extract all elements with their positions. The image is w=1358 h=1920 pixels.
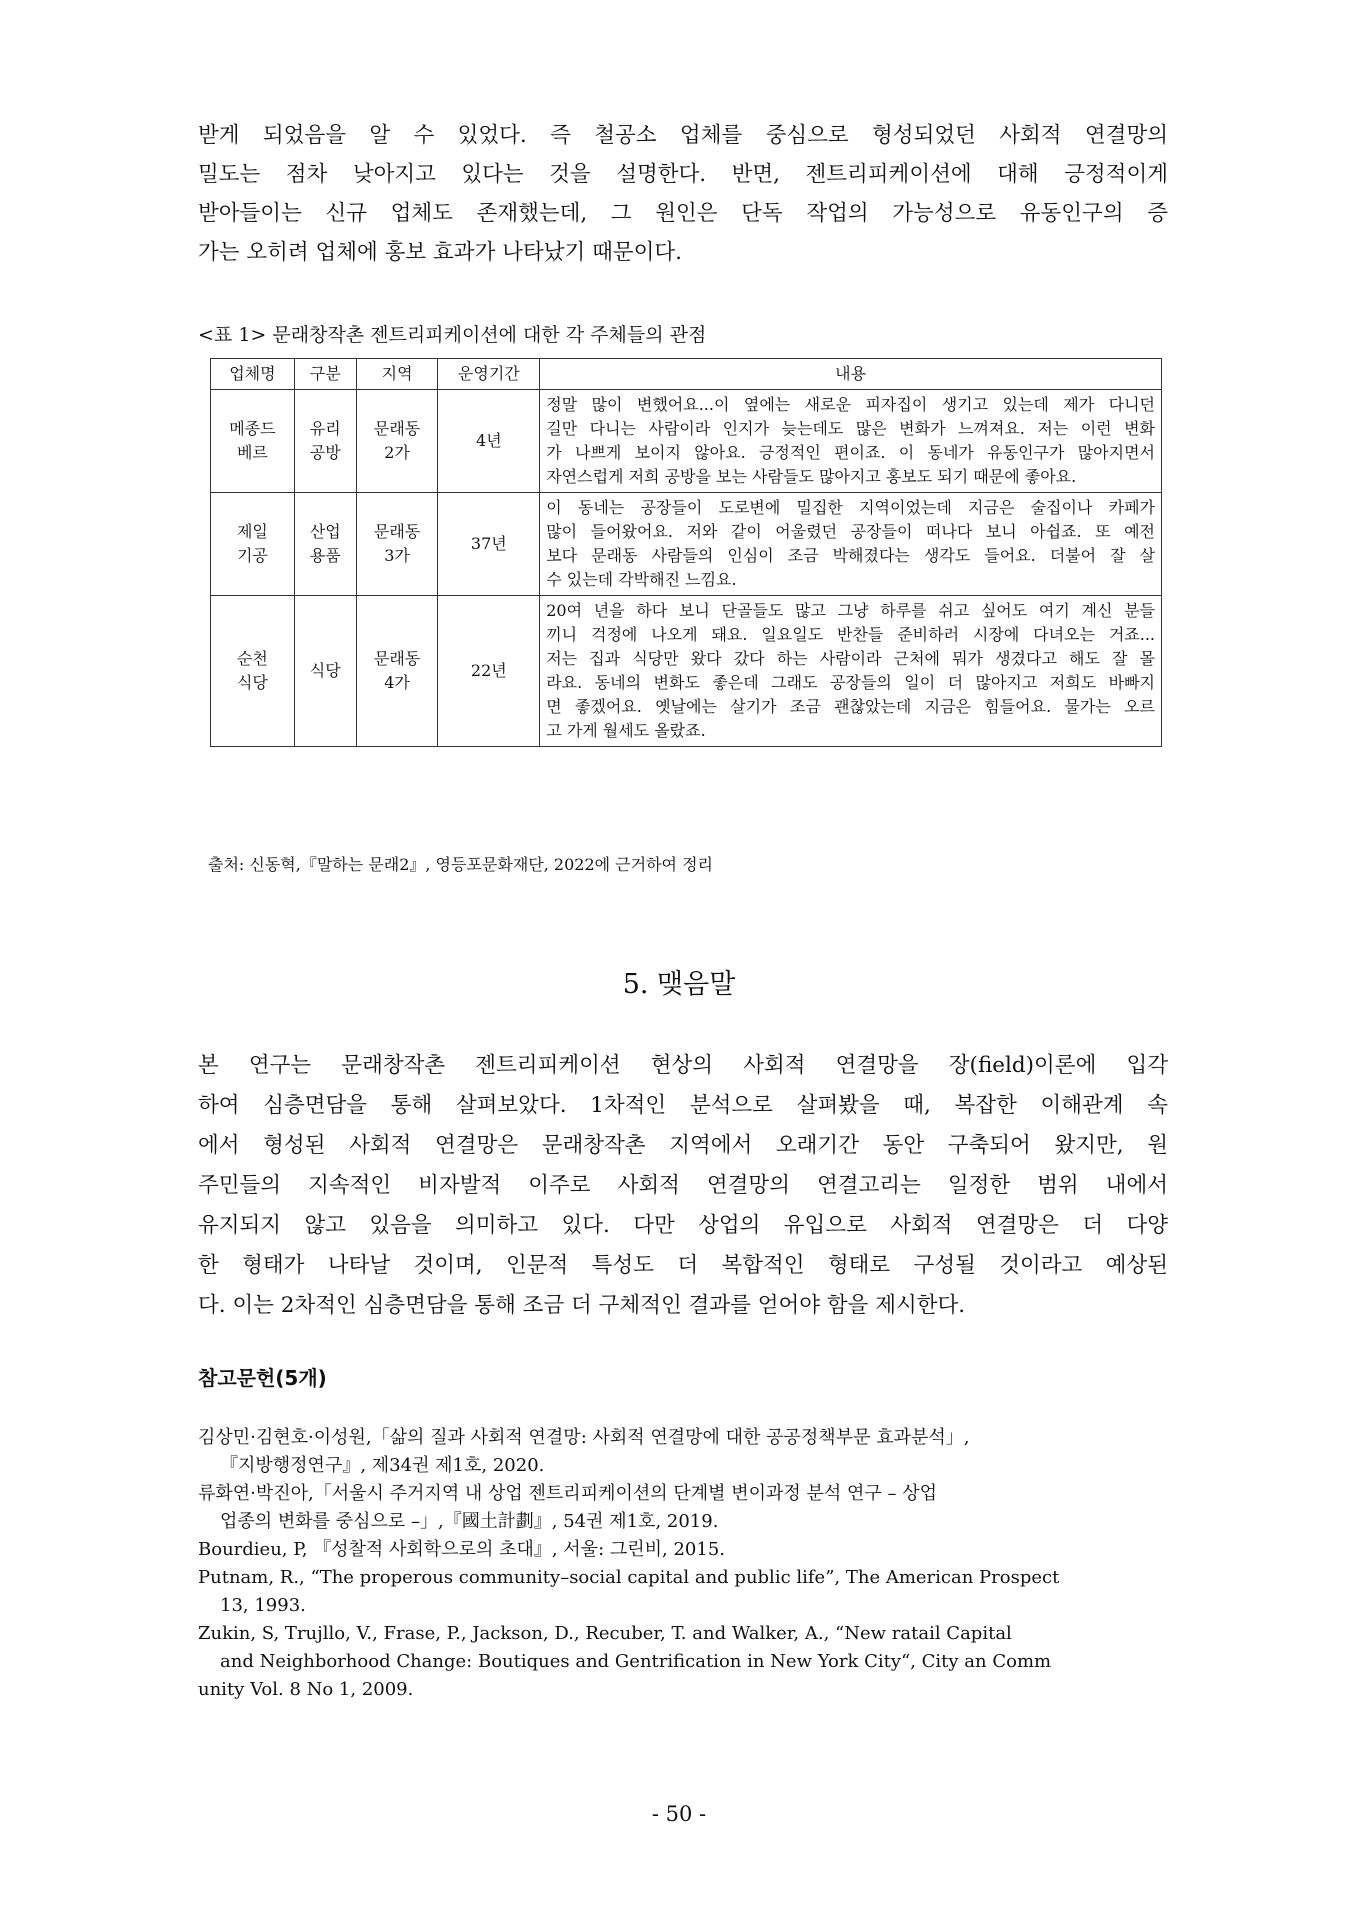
header-region: 지역 (356, 359, 438, 390)
table-header-row (211, 359, 1162, 390)
intro-line: 받게 되었음을 알 수 있었다. 즉 철공소 업체를 중심으로 형성되었던 사회적 연결망의 (198, 123, 1168, 148)
cell-name: 메종드 베르 (211, 390, 295, 493)
header-content: 내용 (540, 359, 1162, 390)
conclusion-line: 에서 형성된 사회적 연결망은 문래창작촌 지역에서 오래기간 동안 구축되어 왔지만, 원 (198, 1133, 1168, 1158)
conclusion-line: 다. 이는 2차적인 심층면담을 통해 조금 더 구체적인 결과를 얻어야 함을 제시한다. (198, 1293, 966, 1318)
content-line: 길만 다니는 사람이라 인지가 늦는데도 많은 변화가 느껴져요. 저는 이런 변화 (546, 419, 1155, 438)
cell-region: 문래동 3가 (356, 493, 438, 596)
reference-line: 김상민·김현호·이성원,「삶의 질과 사회적 연결망: 사회적 연결망에 대한 공공정책부문 효과분석」, (198, 1427, 970, 1448)
conclusion-line: 유지되지 않고 있음을 의미하고 있다. 다만 상업의 유입으로 사회적 연결망은 더 다양 (198, 1213, 1168, 1238)
header-period: 운영기간 (438, 359, 540, 390)
reference-item (198, 1480, 1174, 1536)
reference-item (198, 1620, 1174, 1704)
intro-paragraph (198, 116, 1168, 272)
cell-period: 4년 (438, 390, 540, 493)
reference-item (198, 1424, 1174, 1480)
cell-content (540, 493, 1162, 596)
intro-line: 가는 오히려 업체에 홍보 효과가 나타났기 때문이다. (198, 240, 682, 265)
conclusion-line: 주민들의 지속적인 비자발적 이주로 사회적 연결망의 연결고리는 일정한 범위 내에서 (198, 1173, 1168, 1198)
references-heading: 참고문헌(5개) (198, 1366, 327, 1390)
cell-period: 22년 (438, 596, 540, 747)
cell-name: 순천 식당 (211, 596, 295, 747)
content-line: 자연스럽게 저희 공방을 보는 사람들도 많아지고 홍보도 되기 때문에 좋아요. (546, 467, 1077, 486)
cell-name: 제일 기공 (211, 493, 295, 596)
conclusion-line: 한 형태가 나타날 것이며, 인문적 특성도 더 복합적인 형태로 구성될 것이라고 예상된 (198, 1253, 1168, 1278)
content-line: 보다 문래동 사람들의 인심이 조금 박해졌다는 생각도 들어요. 더불어 잘 살 (546, 546, 1155, 565)
cell-period: 37년 (438, 493, 540, 596)
reference-line: Putnam, R., “The properous community–social capital and public life”, The American Prospect (198, 1567, 1060, 1588)
conclusion-line: 하여 심층면담을 통해 살펴보았다. 1차적인 분석으로 살펴봤을 때, 복잡한 이해관계 속 (198, 1093, 1168, 1118)
cell-region: 문래동 4가 (356, 596, 438, 747)
intro-line: 받아들이는 신규 업체도 존재했는데, 그 원인은 단독 작업의 가능성으로 유동인구의 증 (198, 201, 1168, 226)
cell-content (540, 596, 1162, 747)
cell-content (540, 390, 1162, 493)
reference-line: 13, 1993. (220, 1595, 306, 1616)
reference-line: 업종의 변화를 중심으로 –」,『國土計劃』, 54권 제1호, 2019. (220, 1511, 719, 1532)
perspectives-table (210, 358, 1162, 747)
reference-line: and Neighborhood Change: Boutiques and Gentrification in New York City“, City an Comm (220, 1651, 1052, 1672)
cell-category: 산업 용품 (294, 493, 356, 596)
reference-line: Bourdieu, P, 『성찰적 사회학으로의 초대』, 서울: 그린비, 2015. (198, 1539, 725, 1560)
content-line: 끼니 걱정에 나오게 돼요. 일요일도 반찬들 준비하러 시장에 다녀오는 거죠... (546, 625, 1155, 644)
header-name: 업체명 (211, 359, 295, 390)
page-number: - 50 - (651, 1802, 707, 1826)
content-line: 고 가게 월세도 올랐죠. (546, 721, 706, 740)
table-row (211, 390, 1162, 493)
content-line: 많이 들어왔어요. 저와 같이 어울렸던 공장들이 떠나다 보니 아쉽죠. 또 예전 (546, 522, 1155, 541)
reference-line: Zukin, S, Trujllo, V., Frase, P., Jackson, D., Recuber, T. and Walker, A., “New ratail Capital (198, 1623, 1012, 1644)
content-line: 20여 년을 하다 보니 단골들도 많고 그냥 하루를 쉬고 싶어도 여기 계신 분들 (546, 601, 1155, 620)
content-line: 가 나쁘게 보이지 않아요. 긍정적인 편이죠. 이 동네가 유동인구가 많아지면서 (546, 443, 1155, 462)
cell-region: 문래동 2가 (356, 390, 438, 493)
content-line: 수 있는데 각박해진 느낌요. (546, 570, 737, 589)
table-caption: <표 1> 문래창작촌 젠트리피케이션에 대한 각 주체들의 관점 (198, 324, 707, 346)
content-line: 라요. 동네의 변화도 좋은데 그래도 공장들의 일이 더 많아지고 저희도 바빠지 (546, 673, 1155, 692)
references-list (198, 1424, 1174, 1704)
content-line: 이 동네는 공장들이 도로변에 밀집한 지역이었는데 지금은 술집이나 카페가 (546, 498, 1155, 517)
reference-item (198, 1564, 1174, 1620)
conclusion-paragraph (198, 1046, 1168, 1326)
table-row (211, 493, 1162, 596)
reference-line: 『지방행정연구』, 제34권 제1호, 2020. (220, 1455, 545, 1476)
reference-line: 류화연·박진아,「서울시 주거지역 내 상업 젠트리피케이션의 단계별 변이과정 분석 연구 – 상업 (198, 1483, 938, 1504)
content-line: 저는 집과 식당만 왔다 갔다 하는 사람이라 근처에 뭐가 생겼다고 해도 잘 몰 (546, 649, 1155, 668)
cell-category: 식당 (294, 596, 356, 747)
intro-line: 밀도는 점차 낮아지고 있다는 것을 설명한다. 반면, 젠트리피케이션에 대해 긍정적이게 (198, 162, 1168, 187)
cell-category: 유리 공방 (294, 390, 356, 493)
header-category: 구분 (294, 359, 356, 390)
table-row (211, 596, 1162, 747)
content-line: 면 좋겠어요. 옛날에는 살기가 조금 괜찮았는데 지금은 힘들어요. 물가는 오르 (546, 697, 1155, 716)
content-line: 정말 많이 변했어요...이 옆에는 새로운 피자집이 생기고 있는데 제가 다니던 (546, 395, 1155, 414)
section-heading: 5. 맺음말 (622, 969, 736, 1000)
conclusion-line: 본 연구는 문래창작촌 젠트리피케이션 현상의 사회적 연결망을 장(field)이론에 입각 (198, 1053, 1168, 1078)
reference-item (198, 1536, 1174, 1564)
reference-line: unity Vol. 8 No 1, 2009. (198, 1679, 414, 1700)
table-source-note: 출처: 신동혁,『말하는 문래2』, 영등포문화재단, 2022에 근거하여 정리 (208, 855, 714, 874)
